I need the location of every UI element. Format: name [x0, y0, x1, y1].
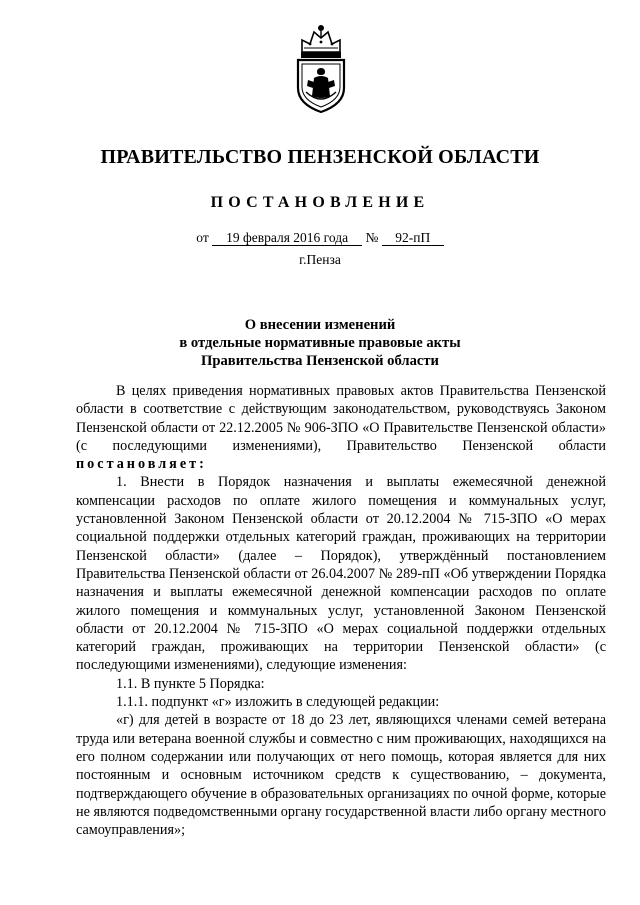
- decree-word: постановляет:: [76, 456, 207, 473]
- document-date: 19 февраля 2016 года: [212, 230, 362, 246]
- paragraph-preamble: [76, 382, 606, 473]
- city: г.Пенза: [299, 252, 341, 267]
- paragraph-item-1: 1. Внести в Порядок назначения и выплаты ежемесячной денежной компенсации расходов по оплате жилого помещения и коммунальных услуг, установленной Законом Пензенской области от 20.12.2004 № 715-ЗПО «О мерах социальной поддержки отдельных категорий граждан, проживающих на территории Пензенской области» (далее – Порядок), утверждённый постановлением Правительства Пензенской области от 26.04.2007 № 289-пП «Об утверждении Порядка назначения и выплаты ежемесячной денежной компенсации расходов по оплате жилого помещения и коммунальных услуг, установленной Законом Пензенской области от 20.12.2004 № 715-ЗПО «О мерах социальной поддержки отдельных категорий граждан, проживающих на территории Пензенской области» (с последующими изменениями), следующие изменения:: [76, 474, 606, 674]
- document-body: [76, 382, 606, 839]
- document-title: [0, 316, 640, 370]
- date-prefix: от: [196, 230, 209, 245]
- paragraph-item-1-1-1: 1.1.1. подпункт «г» изложить в следующей редакции:: [116, 694, 440, 711]
- document-type: ПОСТАНОВЛЕНИЕ: [210, 194, 430, 211]
- document-number: 92-пП: [382, 230, 444, 246]
- government-title: ПРАВИТЕЛЬСТВО ПЕНЗЕНСКОЙ ОБЛАСТИ: [100, 146, 540, 168]
- paragraph-item-1-1: 1.1. В пункте 5 Порядка:: [116, 675, 265, 692]
- preamble-text: В целях приведения нормативных правовых актов Правительства Пензенской области в соответствие с действующим законодательством, руководствуясь Законом Пензенской области от 22.12.2005 № 906-ЗПО «О Правительстве Пензенской области» (с последующими изменениями), Правительство Пензенской области: [76, 383, 606, 454]
- number-sign: №: [365, 230, 379, 245]
- title-line: в отдельные нормативные правовые акты: [179, 335, 461, 351]
- title-line: О внесении изменений: [244, 317, 396, 333]
- title-line: Правительства Пензенской области: [201, 353, 439, 369]
- coat-of-arms-emblem: [292, 22, 350, 114]
- date-number-line: [0, 230, 640, 246]
- paragraph-subitem-g: «г) для детей в возрасте от 18 до 23 лет, являющихся членами семей ветерана труда или ветерана военной службы и совместно с ним проживающих, находящихся на его полном содержании или получающих от него помощь, которая является для них постоянным и основным источником средств к существованию, – документа, подтверждающего обучение в образовательных организациях по очной форме, которые не являются подведомственными органу государственной власти либо органу местного самоуправления»;: [76, 712, 606, 839]
